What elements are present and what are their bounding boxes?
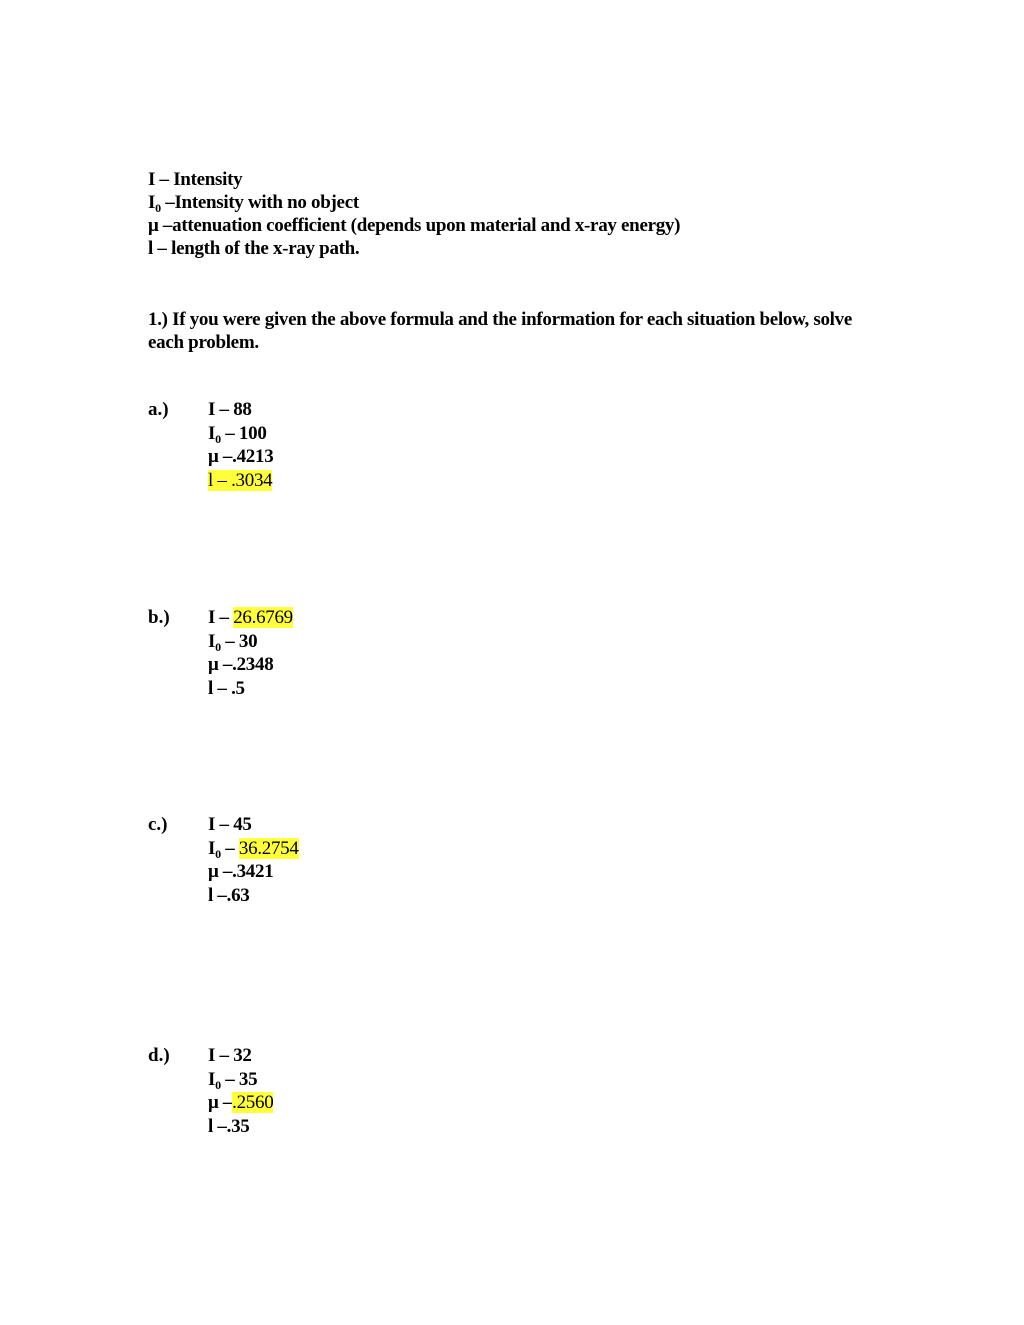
row-attenuation: μ –.2348: [208, 654, 274, 675]
value-intensity: 32: [233, 1045, 252, 1066]
row-attenuation: μ –.2560: [208, 1092, 274, 1113]
highlighted-answer: .2560: [232, 1092, 274, 1113]
value-intensity: 88: [233, 399, 252, 420]
definition-intensity-no-object: $I_0$ –Intensity with no object: [148, 192, 359, 215]
value-length: .3034: [231, 469, 273, 491]
highlighted-answer: 26.6769: [233, 607, 293, 628]
problem-label: d.): [148, 1045, 170, 1066]
highlighted-answer: 36.2754: [238, 837, 299, 859]
value-length: .63: [226, 884, 250, 906]
row-length: [208, 469, 273, 493]
row-length: l – .5: [208, 677, 245, 699]
problem-label: b.): [148, 607, 170, 628]
definition-attenuation-coefficient: μ –attenuation coefficient (depends upon material and x-ray energy): [148, 215, 681, 236]
value-intensity: 45: [233, 814, 252, 835]
row-intensity: I – 45: [208, 814, 252, 835]
row-intensity: I – 88: [208, 399, 252, 420]
row-intensity: I – 26.6769: [208, 607, 293, 628]
value-initial-intensity: 35: [238, 1068, 258, 1090]
value-length: .5: [231, 677, 245, 699]
problem-label: a.): [148, 399, 169, 420]
row-initial-intensity: $I_0 - 35$: [208, 1068, 258, 1092]
variable-list: [208, 813, 299, 907]
value-attenuation: .3421: [232, 861, 274, 882]
row-length: l –.63: [208, 884, 250, 906]
definition-path-length: l – length of the x-ray path.: [148, 238, 360, 259]
variable-list: [208, 398, 273, 492]
highlighted-answer: l – .3034: [208, 469, 273, 491]
question-text: 1.) If you were given the above formula and the information for each situation below, solve each problem.: [148, 309, 852, 353]
variable-list: [208, 1044, 273, 1138]
row-initial-intensity: $I_0 - 30$: [208, 630, 258, 654]
variable-list: [208, 606, 293, 700]
value-initial-intensity: 30: [238, 630, 258, 652]
value-attenuation: .4213: [232, 446, 274, 467]
row-initial-intensity: $I_0 - 36.2754$: [208, 837, 299, 861]
value-attenuation: .2348: [232, 654, 274, 675]
row-attenuation: μ –.4213: [208, 446, 274, 467]
definition-intensity: I – Intensity: [148, 169, 243, 190]
value-initial-intensity: 100: [238, 422, 267, 444]
problem-label: c.): [148, 814, 168, 835]
row-length: l –.35: [208, 1115, 250, 1137]
value-length: .35: [226, 1115, 250, 1137]
row-intensity: I – 32: [208, 1045, 252, 1066]
row-initial-intensity: $I_0 - 100$: [208, 422, 267, 446]
row-attenuation: μ –.3421: [208, 861, 274, 882]
